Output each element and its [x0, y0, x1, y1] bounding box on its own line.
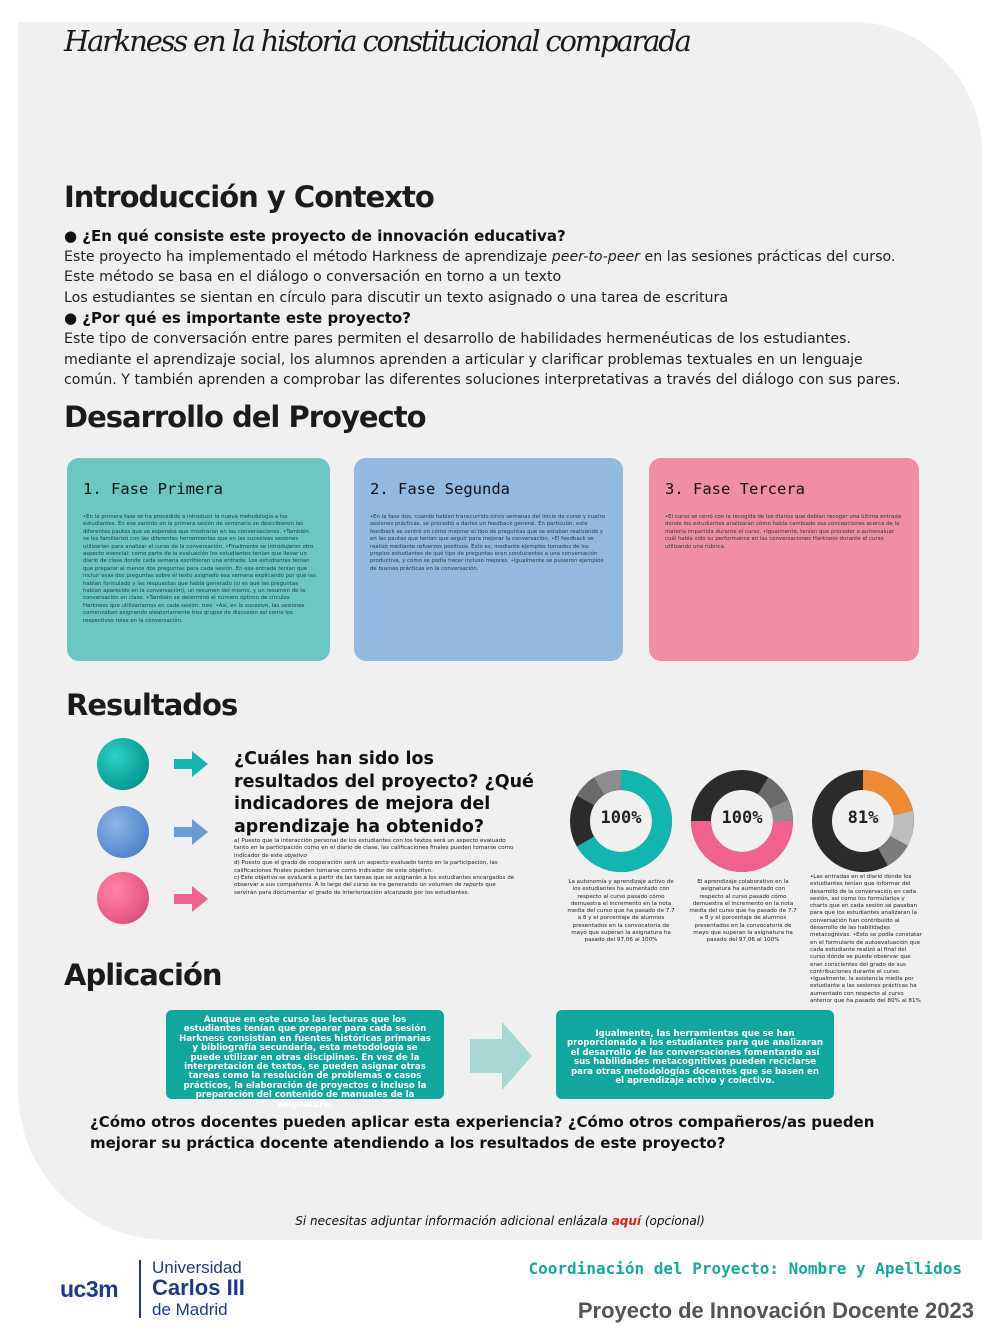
phase-card-title: 3. Fase Tercera [665, 480, 805, 498]
logo-line-2: Carlos III [152, 1275, 245, 1300]
donut-label-autonomy: 100% [600, 808, 642, 828]
intro-section [64, 226, 944, 391]
results-body [234, 838, 519, 897]
results-item-c [234, 875, 519, 897]
additional-info-note [0, 1214, 1000, 1228]
intro-line-3: Los estudiantes se sientan en círculo para discutir un texto asignado o una tarea de escritura [64, 289, 729, 306]
application-heading: Aplicación [64, 958, 222, 992]
additional-info-link[interactable]: aquí [611, 1214, 642, 1228]
poster-title: Harkness en la historia constitucional comparada [64, 24, 690, 58]
results-item-d: d) Puesto que el grado de cooperación será un aspecto evaluado tanto en la participación, las calificaciones finales pueden tomarse como indicador de este objetivo. [234, 860, 498, 874]
results-item-a-text: a) Puesto que la interacción personal de los estudiantes con los textos será un aspecto evaluado tanto en la participación como en el diario de clase, las calificaciones finales pueden tomarse como indicador de este [234, 838, 514, 859]
results-heading: Resultados [66, 688, 238, 722]
note-optional: (opcional) [641, 1214, 705, 1228]
note-text: Si necesitas adjuntar información adicional enlázala [295, 1214, 612, 1228]
application-box-1: Aunque en este curso las lecturas que los estudiantes tenían que preparar para cada sesión Harkness consistían en fuentes históricas primarias y bibliografía secundaria, esta metodología se puede utilizar en otras disciplinas. En vez de la interpretación de textos, se pueden asignar otras tareas como la resolución de problemas o casos prácticos, la elaboración de proyectos o incluso la preparación del contenido de manuales de la asignatura. [166, 1010, 444, 1099]
intro-question-1: ● ¿En qué consiste este proyecto de innovación educativa? [64, 227, 566, 245]
intro-question-2: ● ¿Por qué es importante este proyecto? [64, 309, 411, 328]
logo-short: uc3m [60, 1276, 119, 1302]
intro-line-5: mediante el aprendizaje social, los alumnos aprenden a articular y clarificar problemas textuales en un lenguaje [64, 351, 863, 368]
intro-line-1-em: peer-to-peer [551, 248, 641, 265]
phase-card-body: •El curso se cerró con la recogida de los diarios que debían recoger una última entrada donde los estudiantes analizaran cómo había cambiado sus concepciones acerca de la materia impartida durante el curso. •Igualmente, tenían que proceder a autoevaluar cuál había sido su performance en las conversaciones Harkness durante el curso utilizando una rúbrica. [665, 514, 902, 550]
phase-card-2 [354, 458, 623, 661]
teal-sphere-icon [97, 738, 149, 790]
application-box-2: Igualmente, las herramientas que se han proporcionado a los estudiantes para que analizaran el desarrollo de las conversaciones fomentando así sus habilidades metacognitivas pueden reciclarse para otras metodologías docentes que se basen en el aprendizaje activo y colectivo. [556, 1010, 834, 1099]
blue-arrow-icon [174, 819, 208, 845]
donut-label-collaborative: 100% [721, 808, 763, 828]
intro-line-4: Este tipo de conversación entre pares permiten el desarrollo de habilidades hermenéuticas de los estudiantes. [64, 330, 851, 347]
results-question: ¿Cuáles han sido los resultados del proyecto? ¿Qué indicadores de mejora del aprendizaje ha obtenido? [234, 749, 534, 837]
results-item-c-a: c) Este objetivo se evaluará a partir de las tareas que se asignarán a los estudiantes encargados de observar a sus compañeros. A lo largo del curso se ira generando un volumen de [234, 875, 515, 889]
phase-card-body: •En la fase dos, cuando habían transcurrido cinco semanas del inicio de curso y cuatro sesiones prácticas, se procedió a darles un feedback general. En particular, este feedback se centró en cómo mejorar el tipo de preguntas que se estaban realizando y en las pautas que tenían que seguir para mejorar la conversación. •El feedback se realizó mediante refuerzos positivos. Esto es, mediante ejemplos tomados de los propios estudiantes de qué tipo de preguntas eran conducentes a una conversación productiva, y cómo se podía hacer incluso mejores. •Igualmente se pusieron ejemplos de buenas prácticas en la conversación. [370, 514, 605, 572]
results-item-a [234, 838, 519, 860]
intro-heading: Introducción y Contexto [64, 180, 434, 214]
blue-sphere-icon [97, 806, 149, 858]
phase-card-title: 2. Fase Segunda [370, 480, 510, 498]
intro-line-1-a: Este proyecto ha implementado el método Harkness de aprendizaje [64, 248, 552, 265]
application-arrow-icon [470, 1022, 532, 1090]
donut-segment [763, 786, 779, 804]
project-name: Proyecto de Innovación Docente 2023 [577, 1298, 974, 1323]
project-coordination: Coordinación del Proyecto: Nombre y Apellidos [528, 1259, 962, 1278]
phase-card-title: 1. Fase Primera [83, 480, 223, 498]
donut-segment [586, 842, 657, 862]
intro-line-2: Este método se basa en el diálogo o conversación en torno a un texto [64, 269, 562, 286]
donut-segment [586, 786, 600, 801]
donut-caption-collaborative: El aprendizaje colaborativo en la asignatura ha aumentado con respecto al curso pasado cómo demuestra el incremento en la nota media del curso que ha pasado de 7.7 a 8 y el porcentaje de alumnos presentados en la convocatoria de mayo que superan la asignatura ha pasado del 97,06 al 100% [689, 879, 797, 944]
phase-card-3 [649, 458, 919, 661]
application-question: ¿Cómo otros docentes pueden aplicar esta experiencia? ¿Cómo otros compañeros/as pueden mejorar su práctica docente atendiendo a los resultados de este proyecto? [90, 1113, 875, 1152]
phase-card-body: •En la primera fase se ha procedido a introducir la nueva metodología a los estudiantes. En ese sentido en la primera sesión de seminario se describieron las diferentes pautas que se esperaba que mostraran en las conversaciones. •También se les familiarizó con las diferentes herramientas que en las sucesivas sesiones utilizarían para analizar el curso de la conversación. •Finalmente se introdujeron otro aspecto esencial: como parte de la evaluación los estudiantes tenían que llevar un diario de clase donde cada semana escribieran una entrada. Los estudiantes tenían que preparar al menos dos preguntas para cada sesión. En esa entrada tenían que incluir esas dos preguntas sobre el texto asignado esa semana explicando por qué las habían formulado y las respuestas que había generado (si es que las preguntas habían aparecido en la conversación), un resumen del mismo, y un resumen de la conversación en clase. •También se determinó el número óptimo de círculos Harkness que utilizaríamos en cada sesión: tres. •Así, en lo sucesivo, las sesiones comenzaban asignando aleatoriamente tres grupos de discusión así como los respectivos roles en la conversación. [83, 514, 316, 624]
pink-arrow-icon [174, 886, 208, 912]
donut-segment [883, 841, 899, 857]
pink-sphere-icon [97, 872, 149, 924]
intro-line-1-b: en las sesiones prácticas del curso. [640, 248, 896, 265]
development-heading: Desarrollo del Proyecto [64, 400, 426, 434]
logo-divider [139, 1260, 141, 1318]
results-item-c-em: reports [463, 882, 484, 889]
teal-arrow-icon [174, 751, 208, 777]
results-item-a-em: objetivo [284, 852, 307, 859]
logo-line-1: Universidad [152, 1258, 242, 1277]
donut-caption-autonomy: La autonomía y aprendizaje activo de los estudiantes ha aumentado con respecto al curso pasado cómo demuestra el incremento en la nota media del curso que ha pasado de 7.7 a 8 y el porcentaje de alumnos presentados en la convocatoria de mayo que superan la asignatura ha pasado del 97,06 al 100% [567, 879, 675, 944]
phase-card-1 [67, 458, 330, 661]
results-item-c-b: que servirán para documentar el grado de interiorización alcanzado por los estudiantes. [234, 882, 496, 896]
donut-caption-metacognitive: •Las entradas en el diario dónde los estudiantes tenían que informar del desarrollo de la conversación en cada sesión, así como los formularios y charts que en cada sesión se pasaban para que los estudiantes analizaran la conversación han contribuido al desarrollo de las habilidades metacognivas. •Esto se podía constatar en el formulario de autoevaluación que cada estudiante realizó al final del curso dónde se puede observar que eran conscientes del grado de sus contribuciones durante el curso. •Igualmente, la asistencia media por estudiante a las sesiones prácticas ha aumentado con respecto al curso anterior que ha pasado del 80% al 81% [810, 874, 922, 1005]
intro-line-6: común. Y también aprenden a comprobar las diferentes soluciones interpretativas a través del diálogo con sus pares. [64, 372, 901, 389]
intro-line-1 [64, 247, 944, 268]
logo-line-3: de Madrid [152, 1300, 228, 1319]
donut-segment [599, 780, 621, 786]
donut-label-metacognitive: 81% [847, 808, 879, 828]
